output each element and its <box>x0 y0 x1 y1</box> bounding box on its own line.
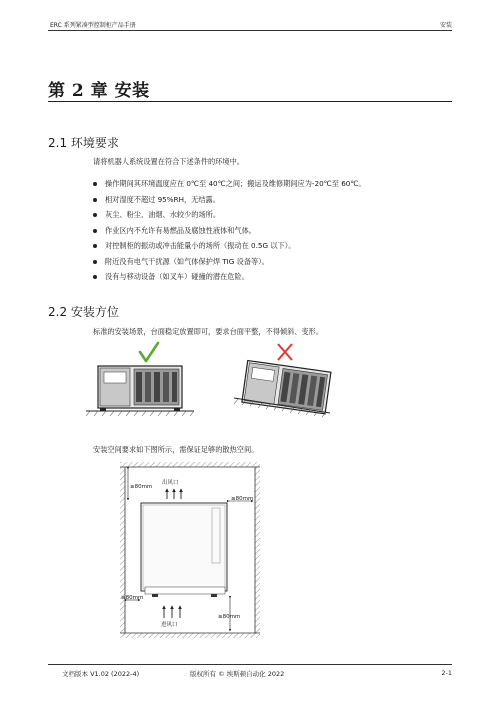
list-item: 灰尘、粉尘、油烟、水较少的场所。 <box>93 207 366 223</box>
ceiling-hatch <box>120 462 260 467</box>
right-clearance-label: ≥80mm <box>231 496 254 502</box>
arrow-up-icon <box>164 606 180 618</box>
top-clearance-label: ≥80mm <box>130 484 153 490</box>
header-doc-title: ERC 系列紧凑型控制柜产品手册 <box>50 22 136 29</box>
footer-divider <box>48 664 452 665</box>
section-heading-environment: 2.1 环境要求 <box>48 136 119 150</box>
space-requirement-text: 安装空间要求如下图所示，需保证足够的散热空间。 <box>93 445 259 454</box>
list-item: 没有与移动设备（如叉车）碰撞的潜在危险。 <box>93 269 366 285</box>
controller-outline <box>141 503 227 591</box>
bottom-clearance-label: ≥80mm <box>218 614 241 620</box>
list-item: 相对湿度不超过 95%RH，无结露。 <box>93 192 366 208</box>
right-wall-hatch <box>255 467 260 635</box>
footer-copyright: 版权所有 © 埃斯顿自动化 2022 <box>190 670 285 678</box>
header-section-name: 安装 <box>439 22 452 29</box>
chapter-title: 第 2 章 安装 <box>48 81 150 101</box>
air-outlet-label: 出风口 <box>162 480 179 486</box>
floor-hatch <box>120 633 260 638</box>
left-clearance-label: ≥80mm <box>121 595 144 601</box>
list-item: 附近没有电气干扰源（如气体保护焊 TIG 设备等）。 <box>93 254 366 270</box>
footer-version: 文档版本 V1.02 (2022-4) <box>62 670 140 678</box>
list-item: 作业区内不允许有易燃品及腐蚀性液体和气体。 <box>93 223 366 239</box>
section-intro-orientation: 标准的安装场景，台面稳定放置即可，要求台面平整，不得倾斜、变形。 <box>93 327 324 336</box>
arrow-up-icon <box>167 489 181 499</box>
section-heading-orientation: 2.2 安装方位 <box>48 305 119 319</box>
list-item: 对控制柜的振动或冲击能量小的场所（振动在 0.5G 以下）。 <box>93 238 366 254</box>
section-intro-environment: 请将机器人系统设置在符合下述条件的环境中。 <box>93 157 244 166</box>
page-number: 2-1 <box>441 669 452 677</box>
left-wall-hatch <box>120 467 125 635</box>
air-inlet-label: 进风口 <box>161 622 178 628</box>
list-item: 操作期间其环境温度应在 0℃至 40℃之间；搬运及维修期间应为-20℃至 60℃。 <box>93 176 366 192</box>
